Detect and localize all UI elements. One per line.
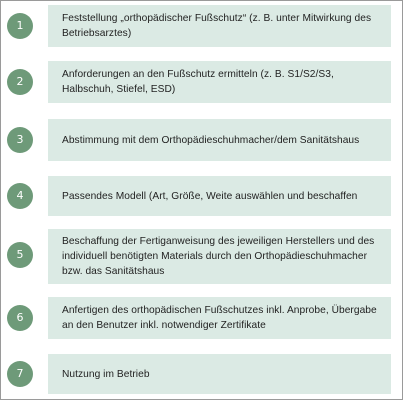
step-text-box — [48, 229, 391, 284]
step-text: Passendes Modell (Art, Größe, Weite auswählen und beschaffen — [62, 190, 358, 202]
step-text: Beschaffung der Fertiganweisung des jeweiligen Herstellers und des individuell benötigten Materials durch den Orthopädieschuhmacher bzw. das Sanitätshaus — [62, 236, 375, 277]
step-number-badge: 2 — [7, 69, 33, 95]
step-text-box — [48, 176, 391, 216]
step-text-box — [48, 354, 391, 394]
step-text: Abstimmung mit dem Orthopädieschuhmacher/dem Sanitätshaus — [62, 134, 360, 146]
step-number-badge: 4 — [7, 183, 33, 209]
step-text: Anfertigen des orthopädischen Fußschutzes inkl. Anprobe, Übergabe an den Benutzer inkl. notwendiger Zertifikate — [62, 305, 377, 331]
step-number-badge: 1 — [7, 13, 33, 39]
step-number-badge: 5 — [7, 242, 33, 268]
step-text-box — [48, 61, 391, 103]
step-text: Nutzung im Betrieb — [62, 368, 150, 380]
step-number-badge: 7 — [7, 361, 33, 387]
step-text-box — [48, 5, 391, 47]
step-number-badge: 3 — [7, 127, 33, 153]
step-text-box — [48, 297, 391, 339]
step-text: Anforderungen an den Fußschutz ermitteln (z. B. S1/S2/S3, Halbschuh, Stiefel, ESD) — [62, 69, 334, 95]
step-text-box — [48, 119, 391, 161]
step-text: Feststellung „orthopädischer Fußschutz“ (z. B. unter Mitwirkung des Betriebsarztes) — [62, 13, 372, 39]
step-number-badge: 6 — [7, 305, 33, 331]
